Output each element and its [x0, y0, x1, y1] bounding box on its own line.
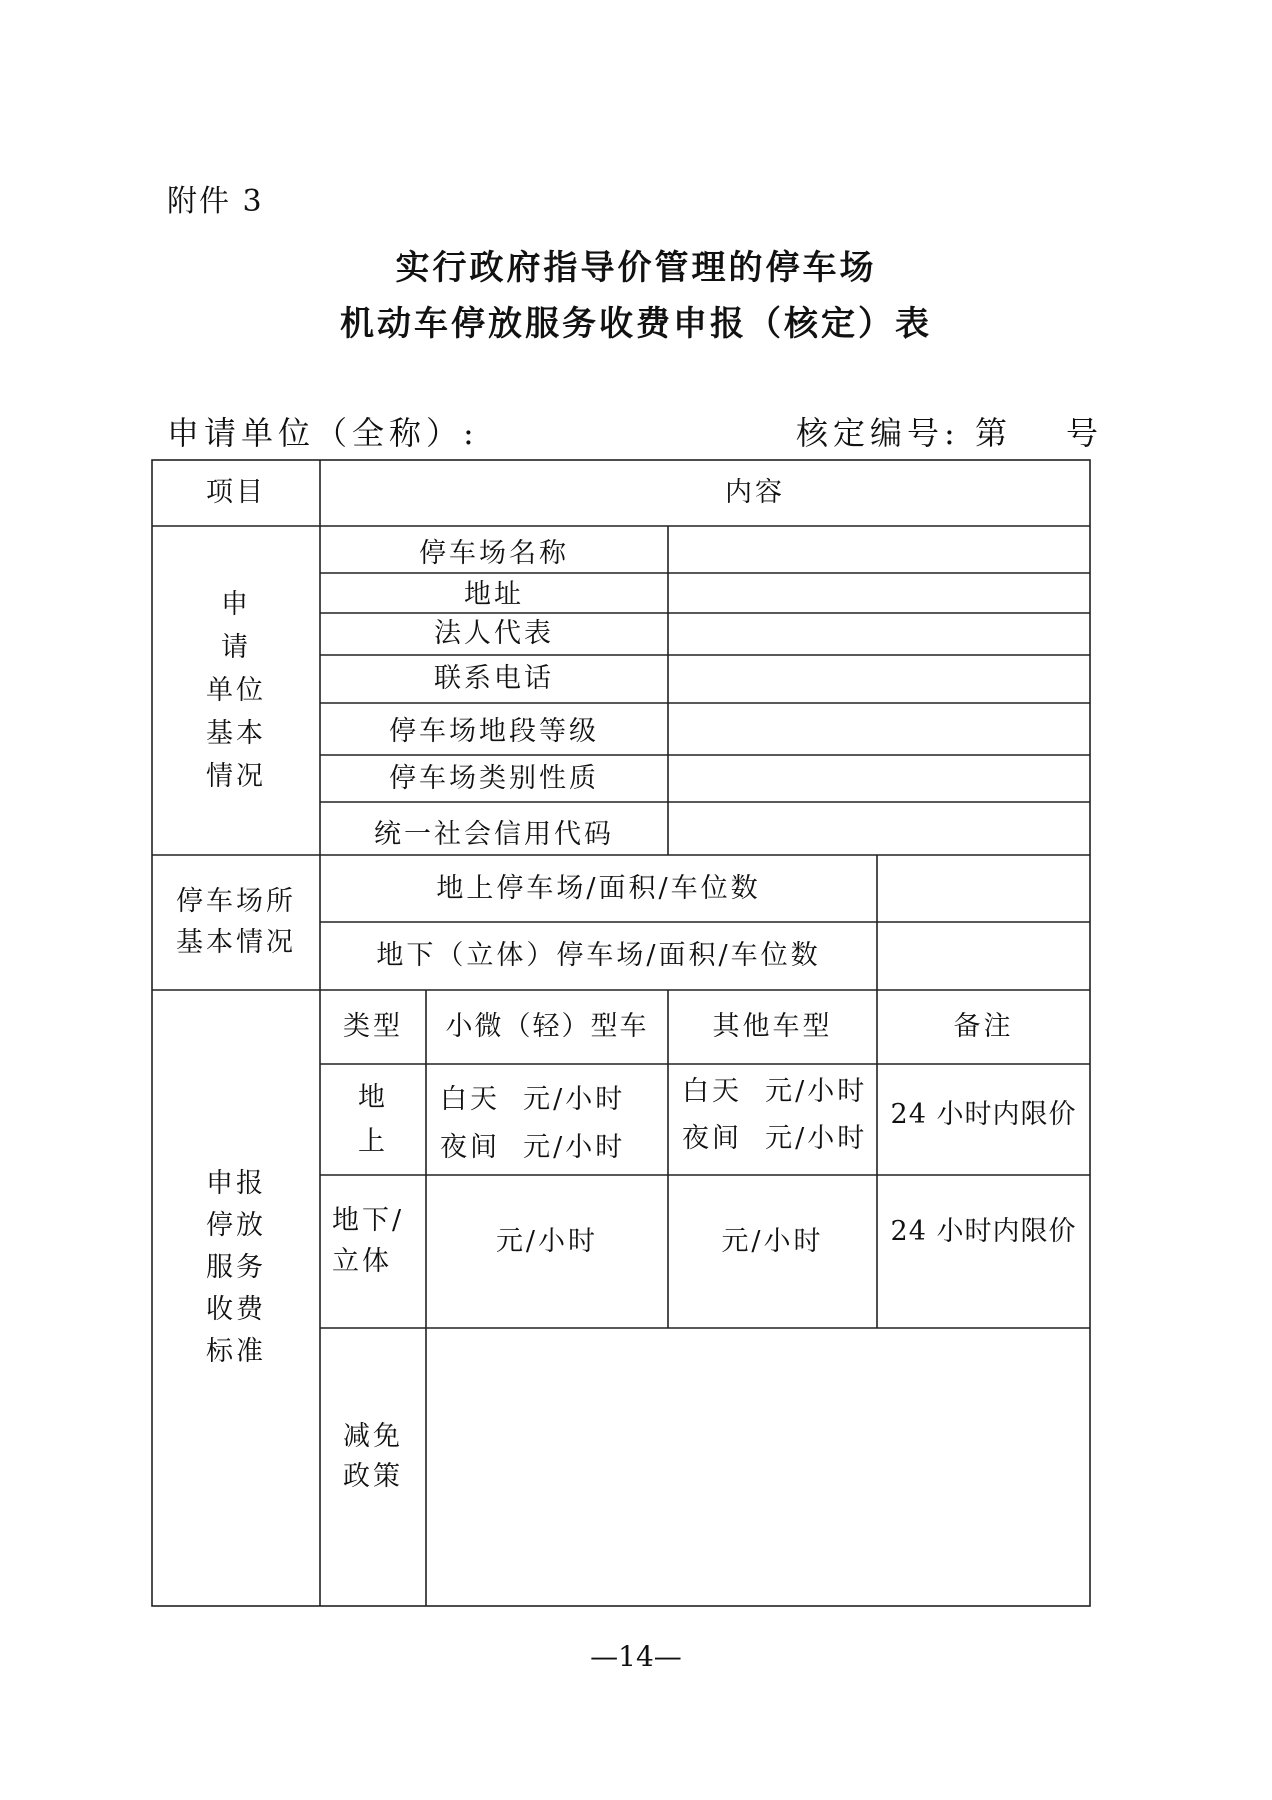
field-value-underground-lot[interactable] [877, 922, 1090, 990]
field-label-underground-lot: 地下（立体）停车场/面积/车位数 [376, 940, 821, 972]
field-label-address: 地址 [464, 579, 524, 611]
field-label-category: 停车场类别性质 [389, 762, 599, 794]
fee-small-car-underground[interactable]: 元/小时 [495, 1225, 599, 1257]
field-value-legal-rep[interactable] [668, 613, 1090, 655]
reduction-policy-label: 减免 政策 [343, 1420, 403, 1492]
fee-small-day: 白天 元/小时 [440, 1084, 626, 1116]
fee-remark-above: 24 小时内限价 [890, 1098, 1077, 1130]
field-label-credit-code: 统一社会信用代码 [374, 818, 614, 850]
fee-header-type: 类型 [343, 1011, 403, 1043]
fee-other-car-underground[interactable]: 元/小时 [721, 1225, 824, 1257]
field-value-category[interactable] [668, 755, 1090, 802]
page-number: —14— [590, 1640, 682, 1673]
fee-header-small-car: 小微（轻）型车 [445, 1011, 649, 1043]
column-header-content: 内容 [725, 477, 785, 509]
fee-small-car-above[interactable] [426, 1064, 668, 1175]
reduction-policy-value[interactable] [426, 1328, 1090, 1606]
fee-type-above-ground: 地 上 [358, 1082, 388, 1157]
document-title-line2: 机动车停放服务收费申报（核定）表 [340, 304, 932, 344]
document-title-line1: 实行政府指导价管理的停车场 [395, 248, 877, 288]
field-label-phone: 联系电话 [434, 663, 554, 695]
field-value-zone-grade[interactable] [668, 703, 1090, 755]
section-lot-basic: 停车场所 基本情况 [176, 886, 296, 958]
field-value-address[interactable] [668, 573, 1090, 613]
field-label-parking-name: 停车场名称 [419, 537, 569, 569]
fee-header-other-car: 其他车型 [712, 1011, 833, 1043]
fee-type-underground: 地下/ 立体 [332, 1205, 405, 1277]
field-label-zone-grade: 停车场地段等级 [389, 716, 599, 748]
applicant-label: 申请单位（全称）: [167, 414, 479, 452]
fee-other-day: 白天 元/小时 [682, 1076, 868, 1107]
approval-suffix: 号 [1065, 414, 1103, 452]
fee-other-night: 夜间 元/小时 [682, 1123, 868, 1155]
fee-other-car-above[interactable] [668, 1064, 877, 1175]
field-label-legal-rep: 法人代表 [434, 618, 554, 650]
fee-header-remark: 备注 [953, 1011, 1014, 1043]
approval-label: 核定编号: [796, 414, 960, 452]
field-label-above-ground-lot: 地上停车场/面积/车位数 [436, 872, 761, 904]
column-header-item: 项目 [206, 477, 266, 509]
fee-remark-underground: 24 小时内限价 [890, 1216, 1077, 1247]
attachment-label: 附件 3 [167, 184, 264, 219]
field-value-credit-code[interactable] [668, 802, 1090, 855]
approval-prefix: 第 [974, 414, 1012, 452]
fee-small-night: 夜间 元/小时 [440, 1131, 626, 1163]
section-applicant-basic: 申 请 单位 基本 情况 [206, 588, 266, 793]
section-fee-standard: 申报 停放 服务 收费 标准 [206, 1168, 266, 1367]
field-value-parking-name[interactable] [668, 526, 1090, 573]
field-value-phone[interactable] [668, 655, 1090, 703]
field-value-above-ground-lot[interactable] [877, 855, 1090, 922]
